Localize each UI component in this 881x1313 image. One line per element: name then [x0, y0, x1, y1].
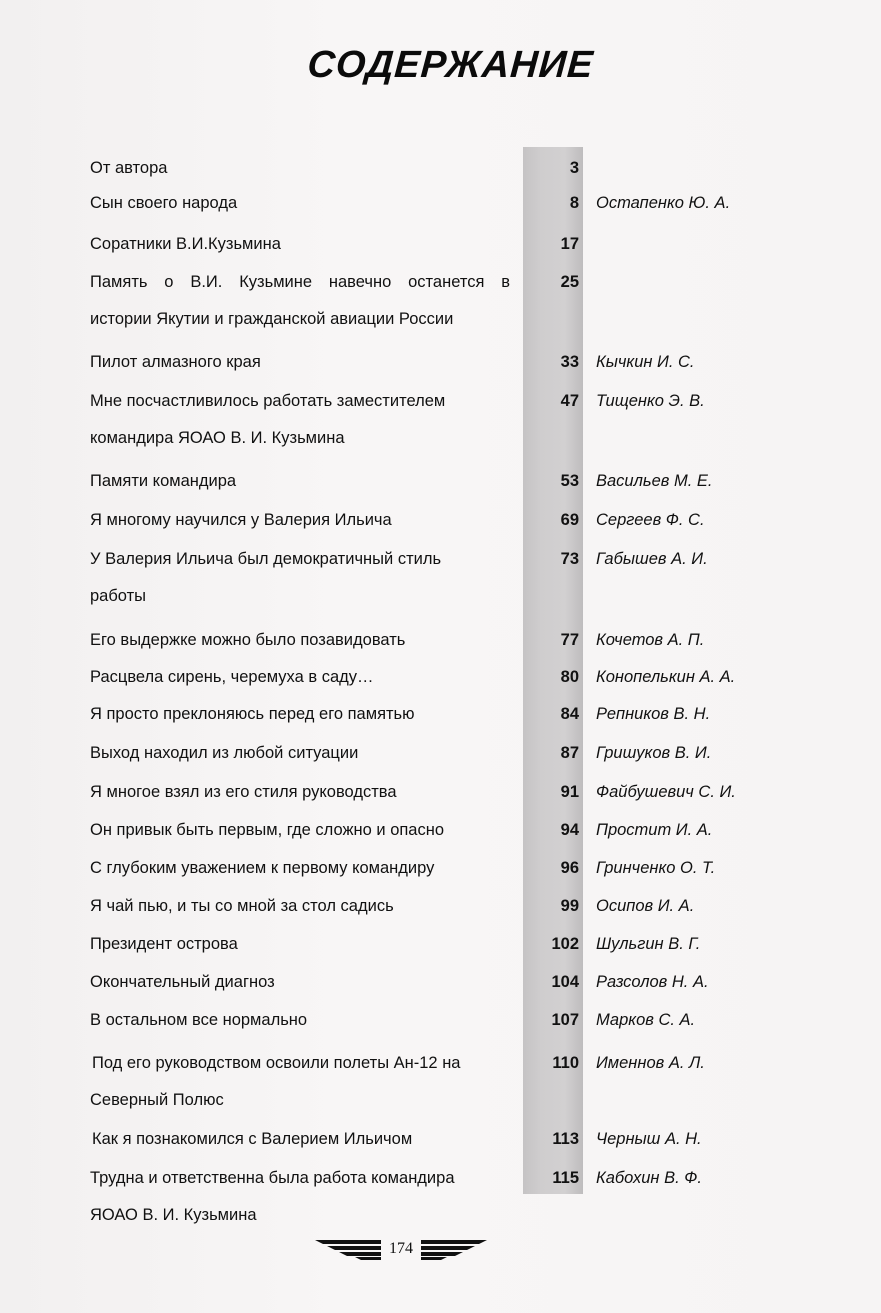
toc-entry-page: 104 [551, 973, 579, 991]
toc-entry-title-line: Окончательный диагноз [90, 973, 275, 991]
toc-entry-title-line: Памяти командира [90, 472, 237, 490]
toc-entry-title-line: Соратники В.И.Кузьмина [90, 235, 281, 253]
toc-entry-title [90, 735, 510, 772]
toc-entry-title-line: Выход находил из любой ситуации [90, 744, 359, 762]
toc-entry-author: Остапенко Ю. А. [596, 194, 731, 212]
toc-entry-author: Гринченко О. Т. [596, 859, 716, 877]
toc-entry-author: Кабохин В. Ф. [596, 1169, 702, 1187]
toc-entry-author: Тищенко Э. В. [596, 392, 705, 410]
toc-entry-title [90, 622, 510, 659]
toc-entry-page: 3 [569, 159, 579, 177]
toc-entry-title-line: Я просто преклоняюсь перед его памятью [90, 705, 415, 723]
toc-entry-title-line: Под его руководством освоили полеты Ан-12 на [92, 1054, 461, 1072]
toc-entry-title [90, 541, 510, 615]
toc-entry-title [90, 383, 510, 457]
toc-entry-page: 91 [560, 783, 579, 801]
toc-entry-title-line: В остальном все нормально [90, 1011, 308, 1029]
toc-entry-title [90, 926, 510, 963]
toc-entry-page: 47 [560, 392, 579, 410]
toc-entry-title [90, 463, 510, 500]
toc-entry-author: Простит И. А. [596, 821, 713, 839]
toc-entry-title [92, 1121, 512, 1158]
toc-entry-page: 77 [560, 631, 579, 649]
toc-entry-page: 84 [560, 705, 579, 723]
toc-entry-title-line: Северный Полюс [90, 1091, 224, 1109]
toc-entry-author: Кочетов А. П. [596, 631, 705, 649]
toc-entry-title-line: От автора [90, 159, 168, 177]
page-number: 174 [389, 1240, 413, 1257]
toc-entry-page: 73 [560, 550, 579, 568]
toc-entry-author: Именнов А. Л. [596, 1054, 705, 1072]
toc-entry-page: 53 [560, 472, 579, 490]
toc-entry-author: Репников В. Н. [596, 705, 711, 723]
toc-entry-title [90, 774, 510, 811]
toc-entry-page: 102 [551, 935, 579, 953]
toc-entry-title-line: Память о В.И. Кузьмине навечно останется в [90, 273, 510, 291]
toc-entry-title-line: С глубоким уважением к первому командиру [90, 859, 435, 877]
toc-entry-title [90, 1160, 510, 1234]
toc-entry-author: Черныш А. Н. [596, 1130, 702, 1148]
toc-entry-title-line: Президент острова [90, 935, 238, 953]
page-title: СОДЕРЖАНИЕ [306, 44, 595, 86]
toc-entry-page: 25 [560, 273, 579, 291]
toc-entry-title [90, 150, 510, 187]
toc-entry-author: Осипов И. А. [596, 897, 695, 915]
toc-entry-title-line: командира ЯОАО В. И. Кузьмина [90, 429, 345, 447]
toc-entry-page: 69 [560, 511, 579, 529]
toc-entry-title-line: Расцвела сирень, черемуха в саду… [90, 668, 374, 686]
toc-entry-author: Конопелькин А. А. [596, 668, 736, 686]
toc-entry-title-line: Я чай пью, и ты со мной за стол садись [90, 897, 394, 915]
toc-entry-title [90, 344, 510, 381]
toc-entry-title-line: Я многое взял из его стиля руководства [90, 783, 397, 801]
toc-entry-author: Разсолов Н. А. [596, 973, 709, 991]
page-footer [0, 1236, 881, 1266]
toc-entry-author: Марков С. А. [596, 1011, 696, 1029]
toc-entry-title-line: Пилот алмазного края [90, 353, 261, 371]
toc-entry-title-line: работы [90, 587, 147, 605]
toc-entry-title [90, 264, 510, 338]
toc-entry-author: Шульгин В. Г. [596, 935, 701, 953]
toc-entry-author: Файбушевич С. И. [596, 783, 736, 801]
toc-entry-title-line: Как я познакомился с Валерием Ильичом [92, 1130, 413, 1148]
toc-entry-author: Кычкин И. С. [596, 353, 695, 371]
toc-entry-page: 115 [552, 1169, 579, 1187]
toc-entry-title [90, 502, 510, 539]
toc-entry-title [92, 1045, 512, 1119]
toc-entry-title [90, 812, 510, 849]
toc-entry-title-line: Сын своего народа [90, 194, 238, 212]
toc-entry-page: 80 [560, 668, 579, 686]
toc-entry-page: 33 [560, 353, 579, 371]
toc-entry-title [90, 1002, 510, 1039]
toc-entry-title-line: Трудна и ответственна была работа командира [90, 1169, 455, 1187]
toc-entry-title-line: Его выдержке можно было позавидовать [90, 631, 406, 649]
toc-entry-title-line: истории Якутии и гражданской авиации России [90, 310, 454, 328]
toc-entry-title [90, 850, 510, 887]
toc-entry-page: 107 [551, 1011, 579, 1029]
toc-entry-title [90, 659, 510, 696]
toc-entry-page: 96 [560, 859, 579, 877]
toc-entry-author: Гришуков В. И. [596, 744, 712, 762]
toc-entry-page: 94 [560, 821, 579, 839]
toc-entry-page: 99 [560, 897, 579, 915]
toc-entry-page: 17 [560, 235, 579, 253]
toc-entry-title-line: ЯОАО В. И. Кузьмина [90, 1206, 257, 1224]
toc-entry-title [90, 888, 510, 925]
toc-entry-page: 110 [552, 1054, 579, 1072]
toc-entry-title [90, 226, 510, 263]
toc-entry-title [90, 964, 510, 1001]
toc-entry-author: Сергеев Ф. С. [596, 511, 705, 529]
toc-entry-title-line: У Валерия Ильича был демократичный стиль [90, 550, 442, 568]
toc-entry-page: 87 [560, 744, 579, 762]
toc-entry-title-line: Он привык быть первым, где сложно и опасно [90, 821, 445, 839]
toc-entry-title-line: Мне посчастливилось работать заместителем [90, 392, 446, 410]
toc-entry-author: Васильев М. Е. [596, 472, 713, 490]
toc-entry-page: 8 [569, 194, 579, 212]
toc-entry-page: 113 [552, 1130, 579, 1148]
toc-entry-title-line: Я многому научился у Валерия Ильича [90, 511, 392, 529]
toc-entry-title [90, 185, 510, 222]
toc-entry-author: Габышев А. И. [596, 550, 708, 568]
toc-entry-title [90, 696, 510, 733]
